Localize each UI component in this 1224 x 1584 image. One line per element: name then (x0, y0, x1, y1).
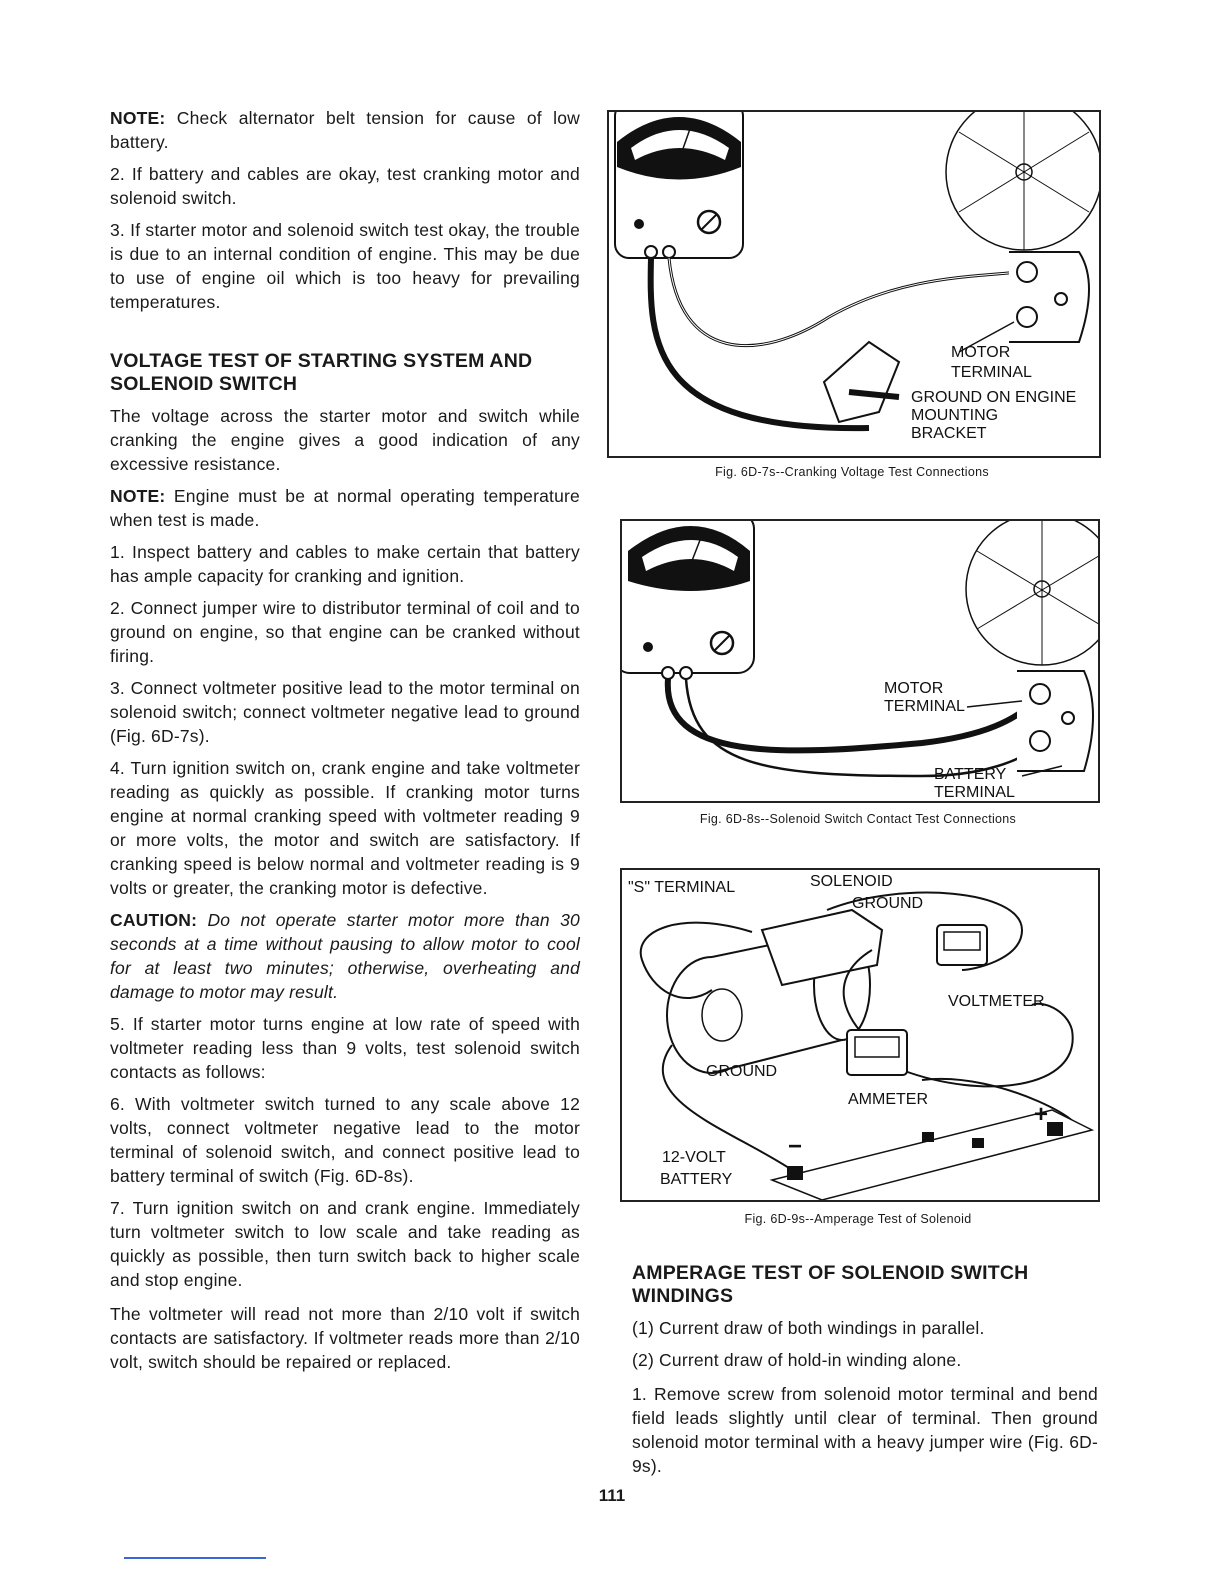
battery-negative-post (787, 1166, 803, 1180)
amperage-test-diagram (622, 870, 1098, 1200)
fig3-battery-label: BATTERY (660, 1171, 733, 1188)
flywheel (966, 521, 1098, 665)
fig1-mounting-label: MOUNTING (911, 407, 999, 424)
note2-label: NOTE: (110, 486, 166, 506)
battery-positive-post (1047, 1122, 1063, 1136)
figure-6d-9s-caption: Fig. 6D-9s--Amperage Test of Solenoid (744, 1212, 972, 1226)
fig1-motor-label: MOTOR (951, 344, 1011, 361)
positive-lead (669, 258, 1019, 346)
amperage-item-2: (2) Current draw of hold-in winding alone. (632, 1350, 962, 1370)
fig3-voltmeter-label: VOLTMETER (948, 993, 1045, 1010)
fig3-ammeter-label: AMMETER (848, 1091, 928, 1108)
note-paragraph (110, 106, 580, 154)
fig2-motor-label: MOTOR (884, 680, 944, 697)
fig3-ground-top-label: GROUND (852, 895, 924, 912)
voltage-step-3: 3. Connect voltmeter positive lead to the motor terminal on solenoid switch; connect voltmeter negative lead to ground (Fig. 6D-7s). (110, 678, 580, 746)
flywheel (946, 112, 1099, 250)
paragraph-step-3: 3. If starter motor and solenoid switch test okay, the trouble is due to an internal condition of engine. This may be due to use of engine oil which is too heavy for prevailing temperatures. (110, 220, 580, 312)
cranking-voltage-diagram (609, 112, 1099, 456)
voltage-step-5: 5. If starter motor turns engine at low rate of speed with voltmeter reading less than 9 volts, test solenoid switch contacts as follows: (110, 1014, 580, 1082)
footer-rule (124, 1557, 266, 1559)
figure-6d-8s (620, 519, 1100, 803)
motor-terminal-stud (1017, 262, 1037, 282)
figure-6d-7s (607, 110, 1101, 458)
motor-terminal-stud (1030, 684, 1050, 704)
note-label: NOTE: (110, 108, 166, 128)
fig1-bracket-label: BRACKET (911, 425, 987, 442)
voltage-step-4: 4. Turn ignition switch on, crank engine and take voltmeter reading as quickly as possible. If cranking motor turns engine at normal cranking speed with voltmeter reading 9 or more volts, the motor and switch are satisfactory. If cranking speed is below normal and voltmeter reading is 9 volts or greater, the cranking motor is defective. (110, 758, 580, 898)
fig3-plus-sign: + (1034, 1101, 1049, 1128)
solenoid-body (1017, 671, 1093, 771)
paragraph-step-2: 2. If battery and cables are okay, test cranking motor and solenoid switch. (110, 164, 580, 208)
left-column (110, 106, 580, 1382)
caution-label: CAUTION: (110, 910, 198, 930)
section-heading-amperage-test: AMPERAGE TEST OF SOLENOID SWITCH WINDINGS (632, 1262, 1029, 1307)
voltage-step-7: 7. Turn ignition switch on and crank engine. Immediately turn voltmeter switch to low scale and take reading as quickly as possible, then turn switch back to higher scale and stop engine. (110, 1198, 580, 1290)
figure-6d-7s-caption: Fig. 6D-7s--Cranking Voltage Test Connections (715, 465, 989, 479)
fig3-s-terminal-label: "S" TERMINAL (628, 879, 736, 896)
mounting-bracket (824, 342, 899, 422)
ammeter-lead (902, 1004, 1073, 1087)
fig2-terminal-label: TERMINAL (884, 698, 965, 715)
caution-paragraph (110, 908, 580, 1004)
battery-terminal-stud (1030, 731, 1050, 751)
amperage-step-1: 1. Remove screw from solenoid motor terminal and bend field leads slightly until clear of terminal. Then ground solenoid motor terminal with a heavy jumper wire (Fig. 6D-9s). (632, 1384, 1098, 1476)
negative-lead (668, 679, 1040, 750)
figure-6d-9s (620, 868, 1100, 1202)
note-temperature (110, 484, 580, 532)
right-column (632, 1262, 1098, 1486)
amperage-item-1: (1) Current draw of both windings in parallel. (632, 1318, 985, 1338)
fig3-solenoid-label: SOLENOID (810, 873, 893, 890)
voltage-step-6: 6. With voltmeter switch turned to any scale above 12 volts, connect voltmeter negative lead to the motor terminal of solenoid switch, and connect positive lead to battery terminal of switch (Fig. 6D-8s). (110, 1094, 580, 1186)
fig3-ground-label: GROUND (706, 1063, 778, 1080)
solenoid-contact-diagram (622, 521, 1098, 801)
fig1-terminal-label: TERMINAL (951, 364, 1032, 381)
page-number: 111 (598, 1486, 626, 1505)
final-paragraph: The voltmeter will read not more than 2/10 volt if switch contacts are satisfactory. If voltmeter reads more than 2/10 volt, switch should be repaired or replaced. (110, 1304, 580, 1372)
fig2-battery-terminal-label: TERMINAL (934, 784, 1015, 801)
fig3-minus-sign: − (788, 1133, 803, 1160)
figure-6d-8s-caption: Fig. 6D-8s--Solenoid Switch Contact Test Connections (699, 812, 1017, 826)
note-text: Check alternator belt tension for cause of low battery. (110, 108, 580, 152)
intro-paragraph: The voltage across the starter motor and switch while cranking the engine gives a good indication of any excessive resistance. (110, 406, 580, 474)
caution-text: Do not operate starter motor more than 30 seconds at a time without pausing to allow motor to cool for at least two minutes; otherwise, overheating and damage to motor may result. (110, 910, 580, 1002)
voltage-step-1: 1. Inspect battery and cables to make certain that battery has ample capacity for cranking and ignition. (110, 542, 580, 586)
fig1-ground-label: GROUND ON ENGINE (911, 389, 1077, 406)
voltage-step-2: 2. Connect jumper wire to distributor terminal of coil and to ground on engine, so that engine can be cranked without firing. (110, 598, 580, 666)
note2-text: Engine must be at normal operating temperature when test is made. (110, 486, 580, 530)
fig2-battery-label: BATTERY (934, 766, 1007, 783)
section-heading-voltage-test: VOLTAGE TEST OF STARTING SYSTEM AND SOLENOID SWITCH (110, 350, 533, 395)
fig3-12volt-label: 12-VOLT (662, 1149, 726, 1166)
